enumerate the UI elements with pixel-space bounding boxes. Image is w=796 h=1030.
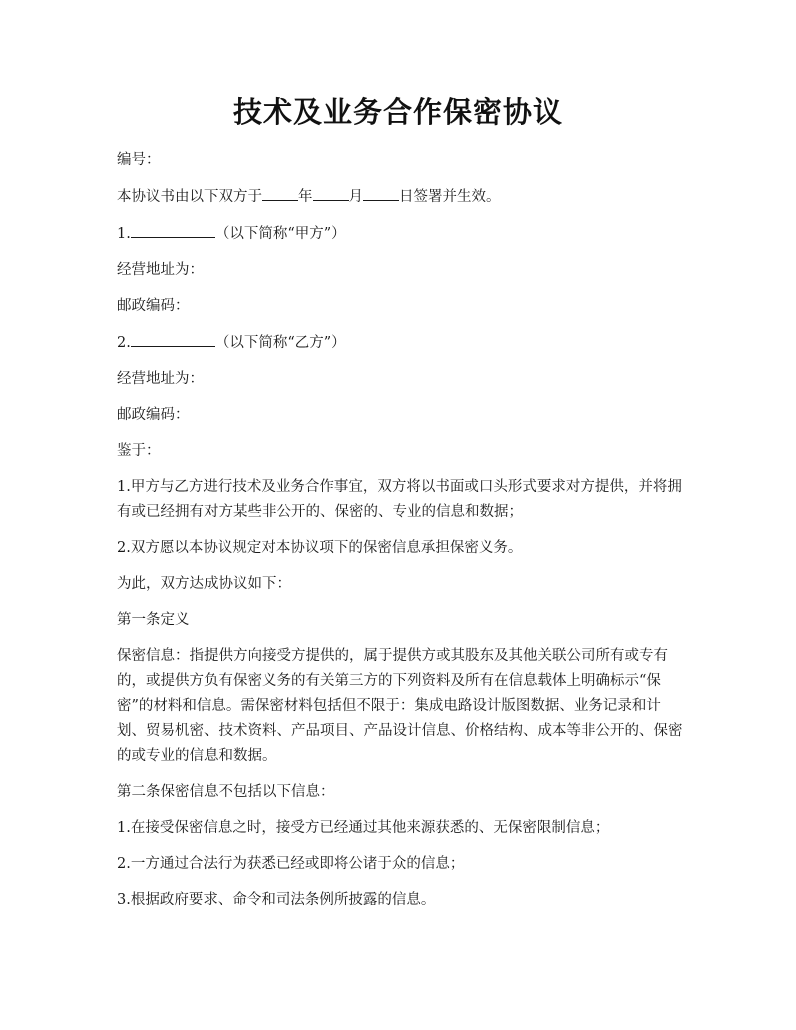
day-blank (363, 184, 399, 201)
intro-month: 月 (348, 189, 363, 205)
party-b-address: 经营地址为： (117, 371, 204, 387)
party-a-alias: （以下简称“甲方”） (214, 226, 346, 242)
agreement-intro: 为此，双方达成协议如下： (117, 576, 291, 592)
article-2-title: 第二条保密信息不包括以下信息： (117, 784, 335, 800)
document-body (117, 148, 687, 924)
article-1-title: 第一条定义 (117, 612, 190, 628)
party-b-name-blank (131, 330, 215, 347)
party-a-line (117, 221, 687, 247)
party-a-postcode: 邮政编码： (117, 298, 190, 314)
party-a-address: 经营地址为： (117, 262, 204, 278)
whereas-label: 鉴于： (117, 443, 161, 459)
intro-line (117, 184, 687, 210)
whereas-item-1: 1.甲方与乙方进行技术及业务合作事宜，双方将以书面或口头形式要求对方提供，并将拥有或已经拥有对方某些非公开的、保密的、专业的信息和数据； (117, 479, 682, 520)
article-2-item-3: 3.根据政府要求、命令和司法条例所披露的信息。 (117, 892, 436, 908)
article-2-item-2: 2.一方通过合法行为获悉已经或即将公诸于众的信息； (117, 856, 465, 872)
article-2-item-1: 1.在接受保密信息之时，接受方已经通过其他来源获悉的、无保密限制信息； (117, 820, 610, 836)
number-line: 编号： (117, 152, 161, 168)
document-title: 技术及业务合作保密协议 (232, 95, 563, 129)
party-b-alias: （以下简称“乙方”） (214, 335, 346, 351)
intro-suffix: 日签署并生效。 (399, 189, 501, 205)
party-a-index: 1. (117, 226, 131, 242)
party-a-name-blank (131, 221, 215, 238)
year-blank (262, 184, 298, 201)
party-b-postcode: 邮政编码： (117, 407, 190, 423)
whereas-item-2: 2.双方愿以本协议规定对本协议项下的保密信息承担保密义务。 (117, 540, 523, 556)
month-blank (313, 184, 349, 201)
party-b-index: 2. (117, 335, 131, 351)
party-b-line (117, 330, 687, 356)
article-1-body: 保密信息：指提供方向接受方提供的，属于提供方或其股东及其他关联公司所有或专有的，或提供方负有保密义务的有关第三方的下列资料及所有在信息载体上明确标示“保密”的材料和信息。需保密材料包括但不限于：集成电路设计版图数据、业务记录和计划、贸易机密、技术资料、产品项目、产品设计信息、价格结构、成本等非公开的、保密的或专业的信息和数据。 (117, 648, 683, 764)
intro-year: 年 (298, 189, 313, 205)
intro-prefix: 本协议书由以下双方于 (117, 189, 262, 205)
